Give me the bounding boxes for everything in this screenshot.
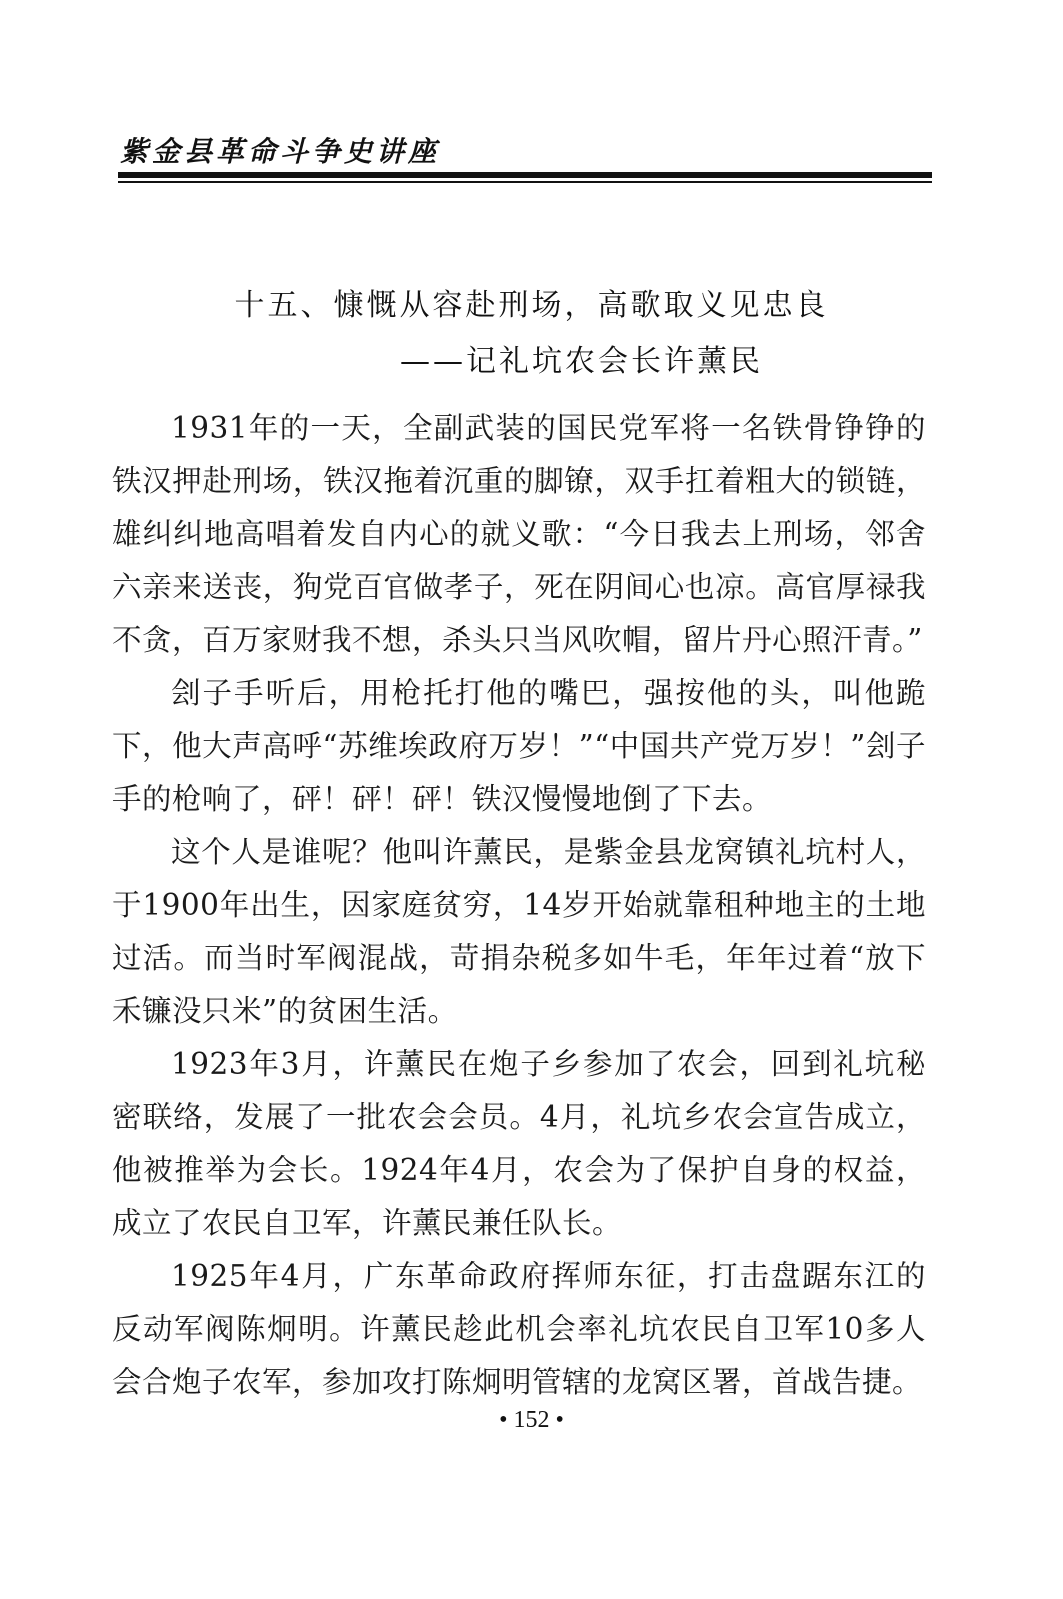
chapter-subtitle: ——记礼坑农会长许薰民 [400, 344, 763, 379]
running-header: 紫金县革命斗争史讲座 [120, 135, 441, 168]
paragraph: 1925年4月，广东革命政府挥师东征，打击盘踞东江的反动军阀陈炯明。许薰民趁此机会率礼坑农民自卫军10多人会合炮子农军，参加攻打陈炯明管辖的龙窝区署，首战告捷。 [112, 1259, 926, 1399]
body-text [112, 402, 926, 1409]
paragraph: 1931年的一天，全副武装的国民党军将一名铁骨铮铮的铁汉押赴刑场，铁汉拖着沉重的脚镣，双手扛着粗大的锁链，雄纠纠地高唱着发自内心的就义歌：“今日我去上刑场，邻舍六亲来送丧，狗党百官做孝子，死在阴间心也凉。高官厚禄我不贪，百万家财我不想，杀头只当风吹帽，留片丹心照汗青。” [112, 411, 926, 657]
header-rule-thin [118, 181, 932, 183]
paragraph: 刽子手听后，用枪托打他的嘴巴，强按他的头，叫他跪下，他大声高呼“苏维埃政府万岁！”“中国共产党万岁！”刽子手的枪响了，砰！砰！砰！铁汉慢慢地倒了下去。 [112, 676, 926, 816]
paragraph: 这个人是谁呢？他叫许薰民，是紫金县龙窝镇礼坑村人，于1900年出生，因家庭贫穷，14岁开始就靠租种地主的土地过活。而当时军阀混战，苛捐杂税多如牛毛，年年过着“放下禾镰没只米”的贫困生活。 [112, 835, 926, 1028]
chapter-title: 十五、慷慨从容赴刑场，高歌取义见忠良 [234, 288, 829, 323]
header-rule [118, 172, 932, 178]
page-number: • 152 • [499, 1407, 564, 1433]
paragraph: 1923年3月，许薰民在炮子乡参加了农会，回到礼坑秘密联络，发展了一批农会会员。4月，礼坑乡农会宣告成立，他被推举为会长。1924年4月，农会为了保护自身的权益，成立了农民自卫军，许薰民兼任队长。 [112, 1047, 926, 1240]
